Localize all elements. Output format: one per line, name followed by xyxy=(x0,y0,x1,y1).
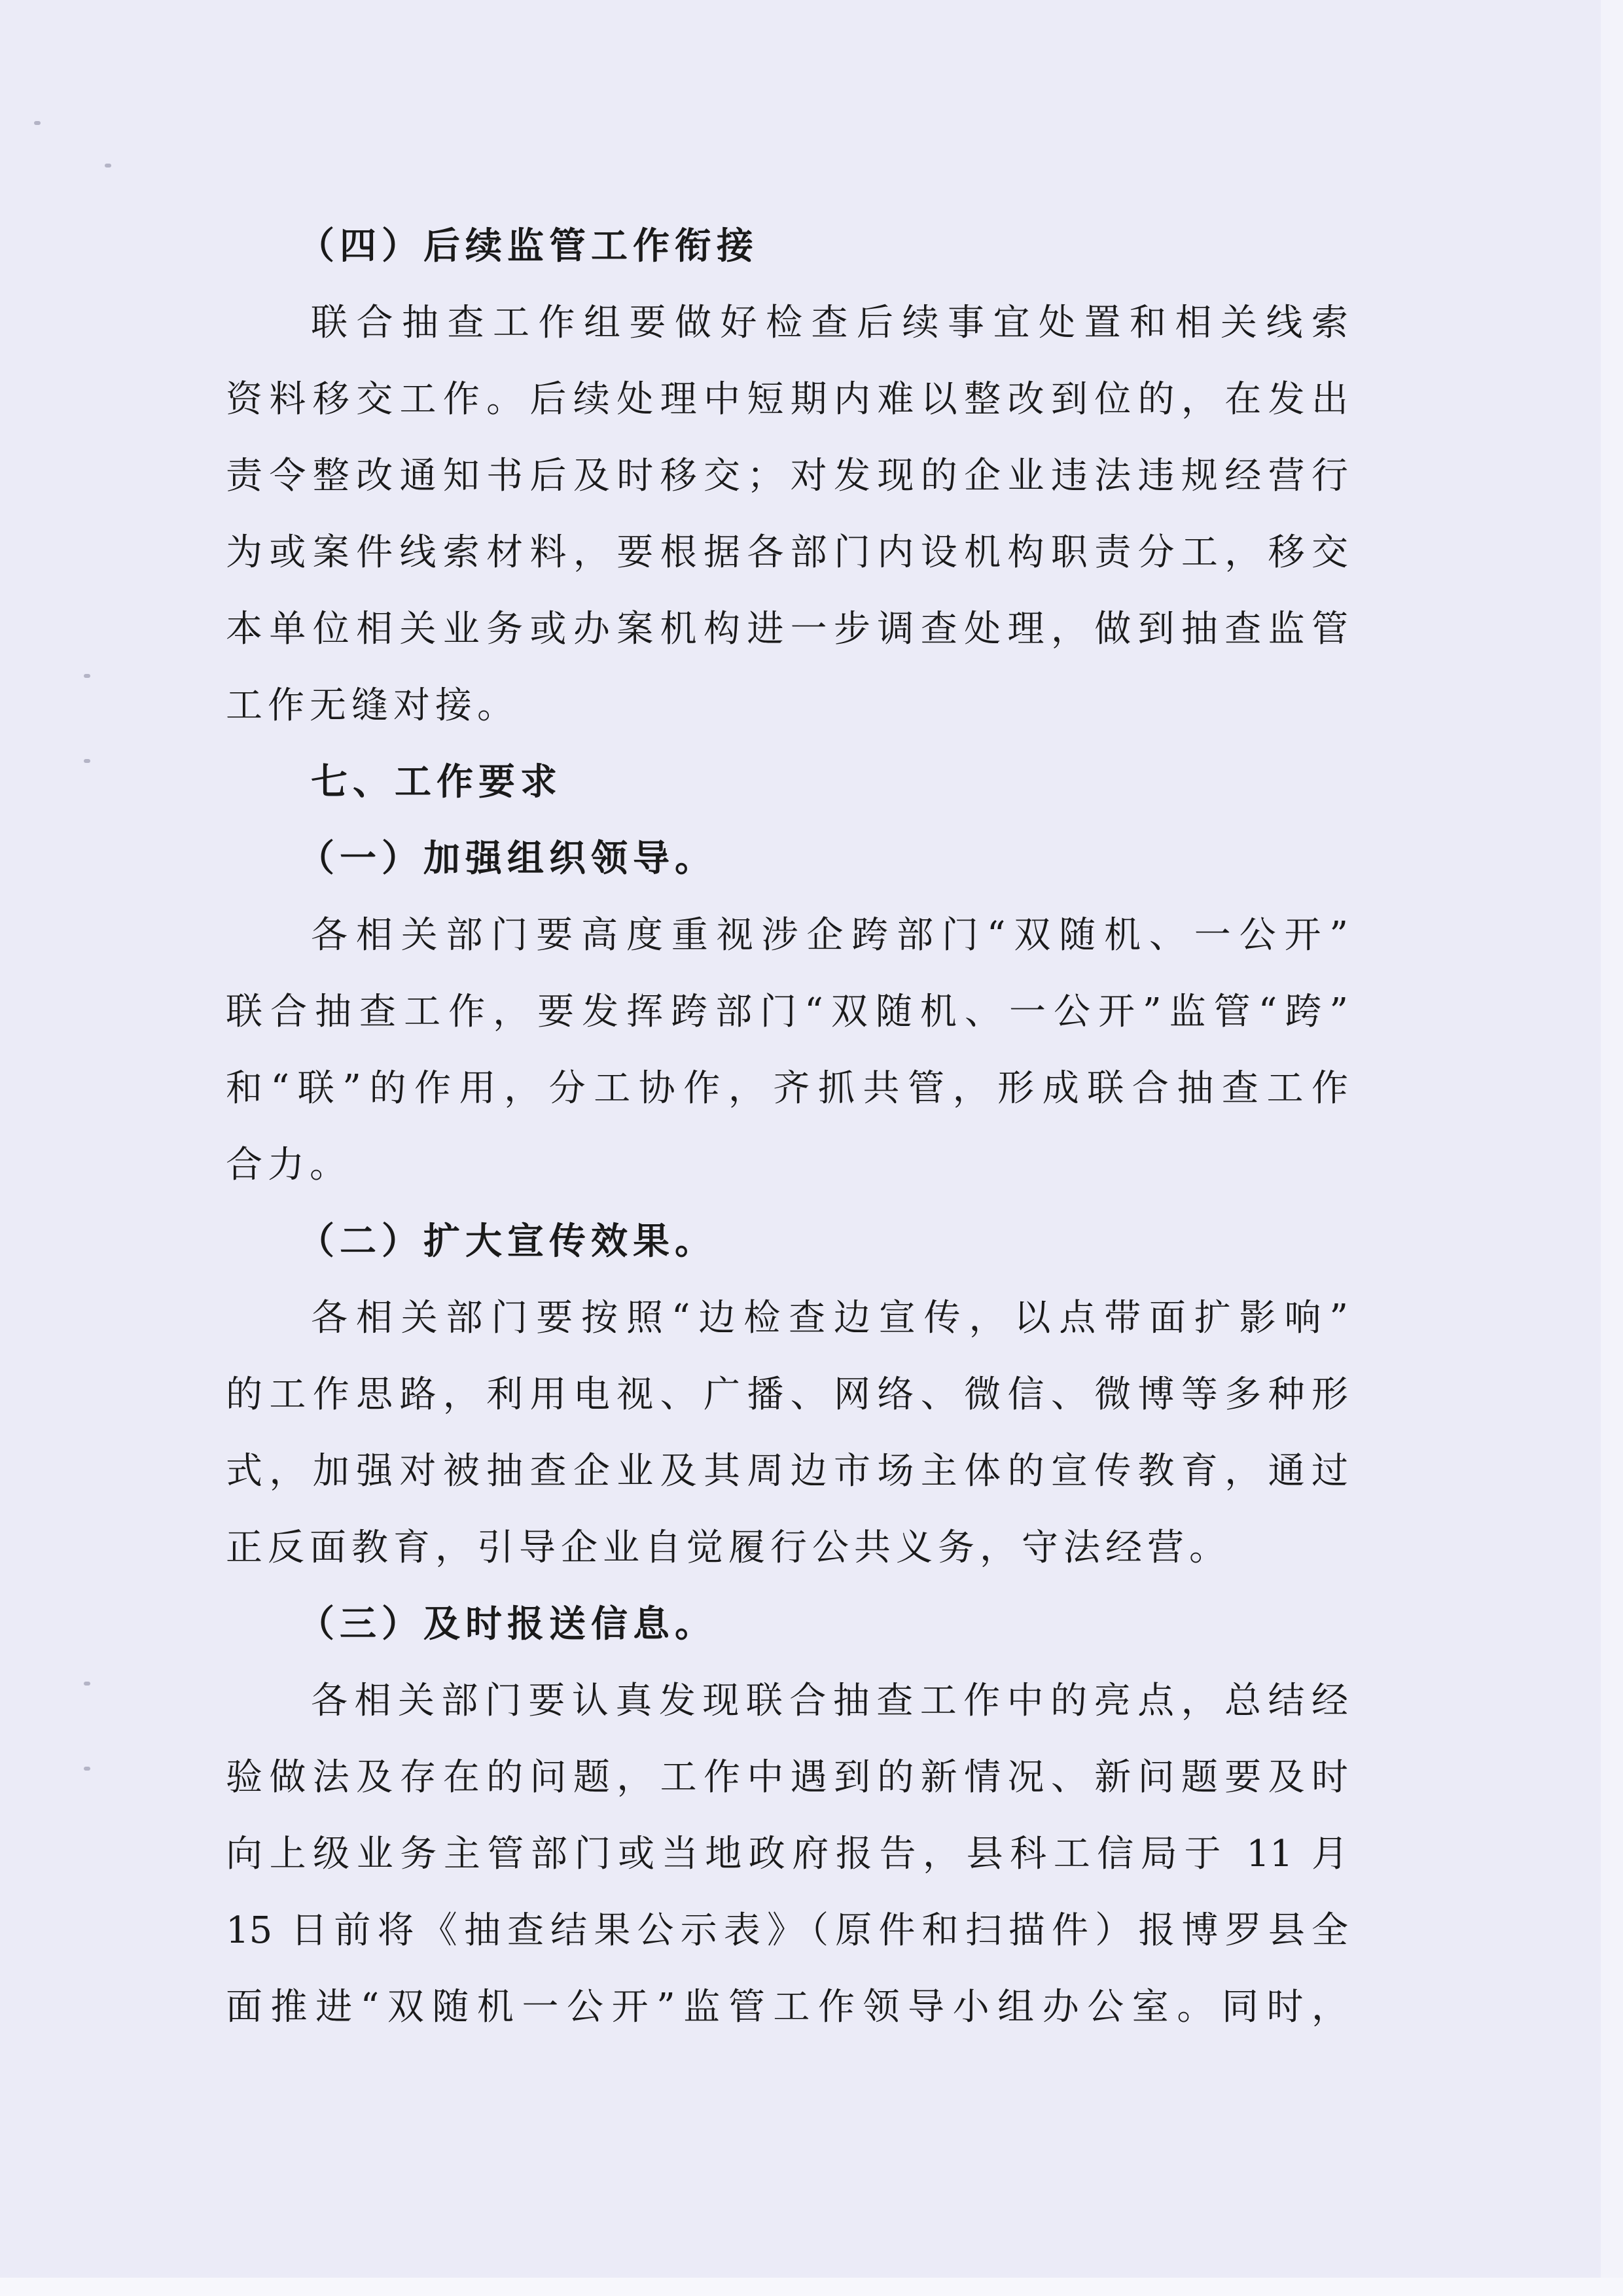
paragraph-line: 式，加强对被抽查企业及其周边市场主体的宣传教育，通过 xyxy=(226,1450,1348,1492)
section-heading-2: （二）扩大宣传效果。 xyxy=(298,1220,717,1263)
paragraph-line: 联合抽查工作，要发挥跨部门“双随机、一公开”监管“跨” xyxy=(226,991,1348,1033)
paragraph-line: 面推进“双随机一公开”监管工作领导小组办公室。同时， xyxy=(226,1986,1348,2028)
scan-edge-bottom xyxy=(0,2278,1623,2296)
paragraph-line: 本单位相关业务或办案机构进一步调查处理，做到抽查监管 xyxy=(226,608,1348,650)
section-heading-4: （四）后续监管工作衔接 xyxy=(298,224,758,268)
document-body xyxy=(226,208,1348,2045)
scan-edge-right xyxy=(1601,0,1623,2278)
paragraph-line: 各相关部门要高度重视涉企跨部门“双随机、一公开” xyxy=(311,914,1348,957)
paragraph-line: 验做法及存在的问题，工作中遇到的新情况、新问题要及时 xyxy=(226,1756,1348,1799)
scan-speck xyxy=(105,164,111,168)
scan-speck xyxy=(84,759,90,763)
paragraph-line: 合力。 xyxy=(226,1144,351,1186)
paragraph-line: 各相关部门要按照“边检查边宣传，以点带面扩影响” xyxy=(311,1297,1348,1339)
scan-speck xyxy=(84,1767,90,1771)
paragraph-line: 资料移交工作。后续处理中短期内难以整改到位的，在发出 xyxy=(226,378,1348,421)
paragraph-line: 为或案件线索材料，要根据各部门内设机构职责分工，移交 xyxy=(226,531,1348,574)
chapter-heading: 七、工作要求 xyxy=(311,761,562,804)
paragraph-line: 的工作思路，利用电视、广播、网络、微信、微博等多种形 xyxy=(226,1373,1348,1416)
paragraph-line: 工作无缝对接。 xyxy=(226,684,519,727)
scan-speck xyxy=(34,121,41,125)
paragraph-line: 正反面教育，引导企业自觉履行公共义务，守法经营。 xyxy=(226,1527,1231,1569)
paragraph-line: 向上级业务主管部门或当地政府报告，县科工信局于 11 月 xyxy=(226,1833,1348,1875)
paragraph-line: 联合抽查工作组要做好检查后续事宜处置和相关线索 xyxy=(311,302,1348,344)
scan-speck xyxy=(84,674,90,678)
section-heading-1: （一）加强组织领导。 xyxy=(298,837,717,880)
scan-speck xyxy=(84,1682,90,1686)
paragraph-line: 15 日前将《抽查结果公示表》（原件和扫描件）报博罗县全 xyxy=(226,1909,1348,1952)
section-heading-3: （三）及时报送信息。 xyxy=(298,1602,717,1646)
paragraph-line: 责令整改通知书后及时移交；对发现的企业违法违规经营行 xyxy=(226,455,1348,497)
paragraph-line: 各相关部门要认真发现联合抽查工作中的亮点，总结经 xyxy=(311,1680,1348,1722)
paragraph-line: 和“联”的作用，分工协作，齐抓共管，形成联合抽查工作 xyxy=(226,1067,1348,1110)
